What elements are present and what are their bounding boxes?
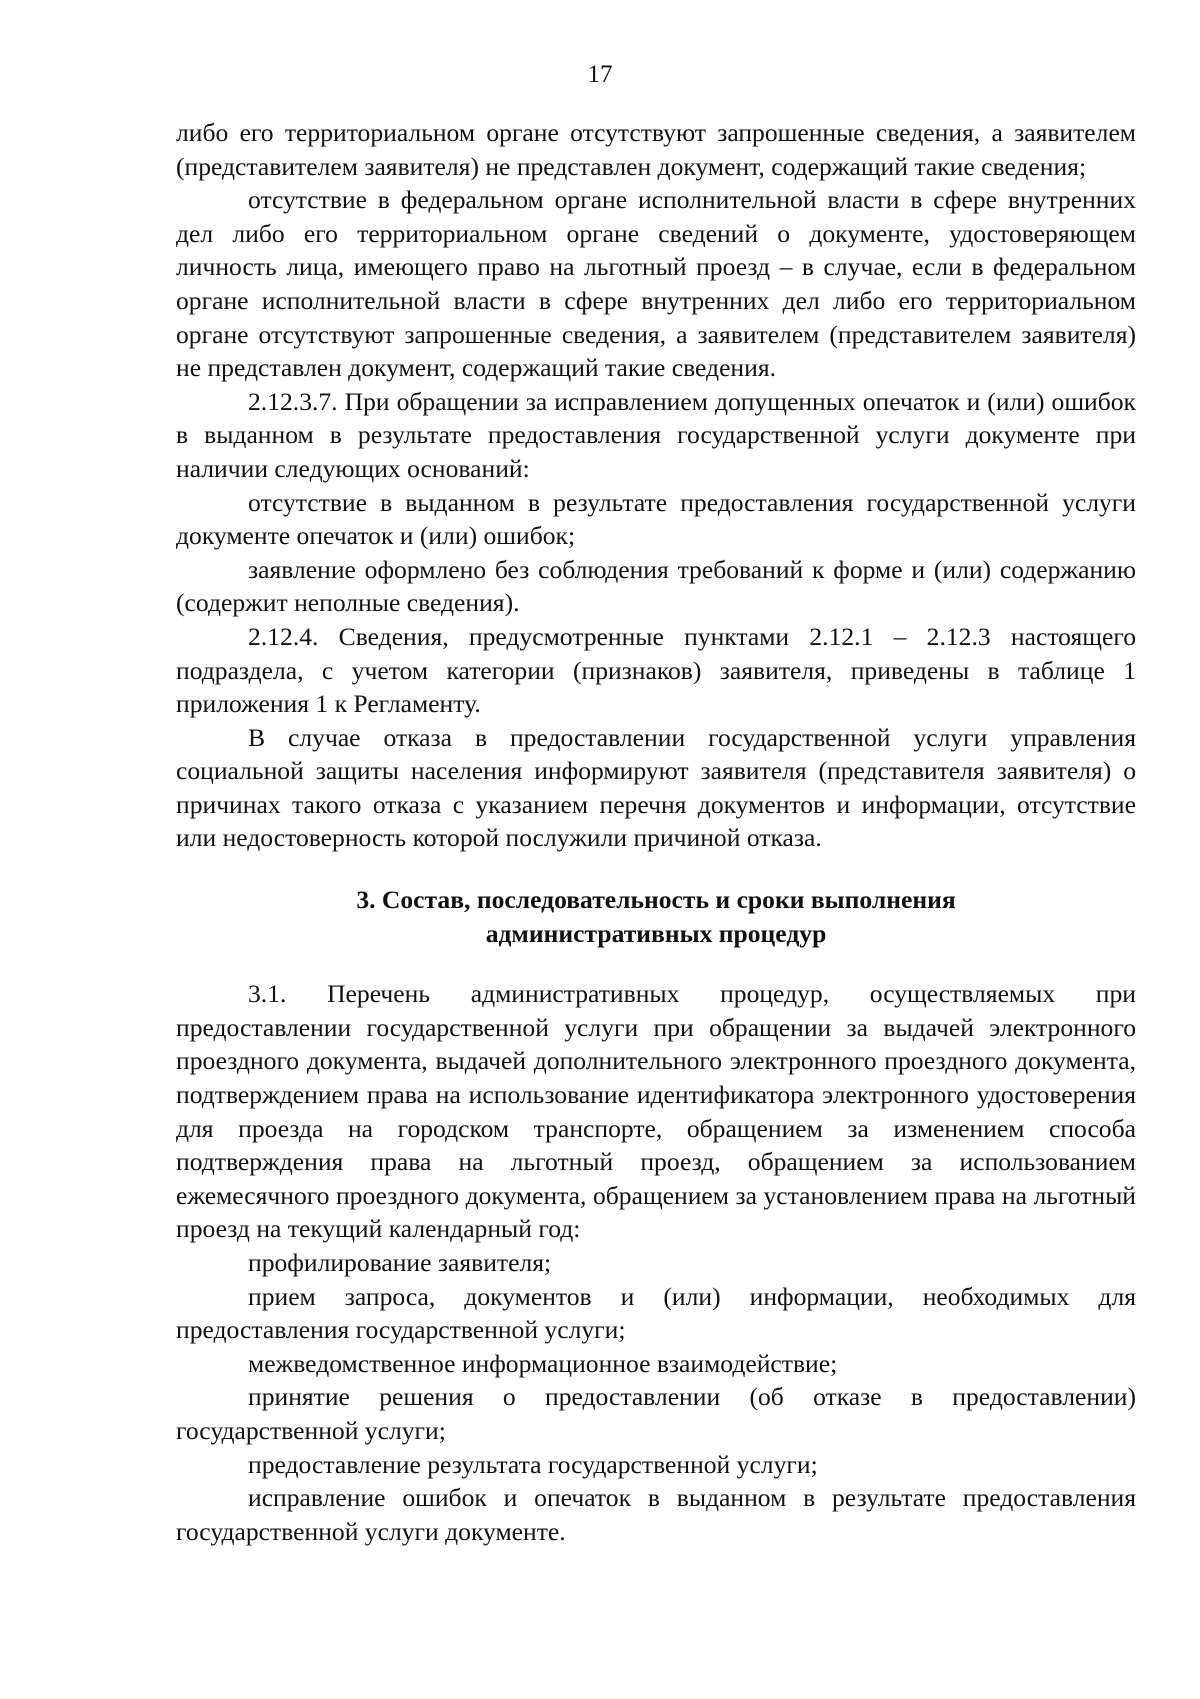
list-item: принятие решения о предоставлении (об отказе в предоставлении) государственной услуги; (176, 1382, 1136, 1445)
section-heading (176, 883, 1136, 950)
list-item: прием запроса, документов и (или) информации, необходимых для предоставления государственной услуги; (176, 1281, 1136, 1345)
paragraph: 2.12.4. Сведения, предусмотренные пунктами 2.12.1 – 2.12.3 настоящего подраздела, с учетом категории (признаков) заявителя, приведены в таблице 1 приложения 1 к Регламенту. (176, 621, 1136, 719)
page-number: 17 (587, 61, 613, 88)
list-item: предоставление результата государственной услуги; (248, 1449, 818, 1479)
paragraph: В случае отказа в предоставлении государственной услуги управления социальной защиты населения информируют заявителя (представителя заявителя) о причинах такого отказа с указанием перечня документов и информации, отсутствие или недостоверность которой послужили причиной отказа. (176, 722, 1136, 853)
paragraphs-before (176, 116, 1136, 855)
paragraph: заявление оформлено без соблюдения требований к форме и (или) содержанию (содержит неполные сведения). (176, 554, 1136, 618)
list-item: профилирование заявителя; (248, 1248, 552, 1277)
section-heading-line: административных процедур (485, 918, 827, 948)
paragraph: 2.12.3.7. При обращении за исправлением допущенных опечаток и (или) ошибок в выданном в результате предоставления государственной услуги документе при наличии следующих оснований: (176, 386, 1136, 483)
list-item: межведомственное информационное взаимодействие; (248, 1348, 838, 1378)
section-heading-line: 3. Состав, последовательность и сроки выполнения (356, 885, 956, 915)
paragraph: отсутствие в выданном в результате предоставления государственной услуги документе опечаток и (или) ошибок; (176, 487, 1136, 551)
list-item: исправление ошибок и опечаток в выданном в результате предоставления государственной услуги документе. (176, 1483, 1136, 1546)
paragraphs-after (176, 977, 1136, 1548)
paragraph: отсутствие в федеральном органе исполнительной власти в сфере внутренних дел либо его территориальном органе сведений о документе, удостоверяющем личность лица, имеющего право на льготный проезд – в случае, если в федеральном органе исполнительной власти в сфере внутренних дел либо его территориальном органе отсутствуют запрошенные сведения, а заявителем (представителем заявителя) не представлен документ, содержащий такие сведения. (176, 185, 1136, 383)
paragraph: 3.1. Перечень административных процедур, осуществляемых при предоставлении государственной услуги при обращении за выдачей электронного проездного документа, выдачей дополнительного электронного проездного документа, подтверждением права на использование идентификатора электронного удостоверения для проезда на городском транспорте, обращением за изменением способа подтверждения права на льготный проезд, обращением за использованием ежемесячного проездного документа, обращением за установлением права на льготный проезд на текущий календарный год: (176, 979, 1136, 1244)
document-body (176, 116, 1136, 1548)
paragraph: либо его территориальном органе отсутствуют запрошенные сведения, а заявителем (представителем заявителя) не представлен документ, содержащий такие сведения; (176, 118, 1136, 181)
